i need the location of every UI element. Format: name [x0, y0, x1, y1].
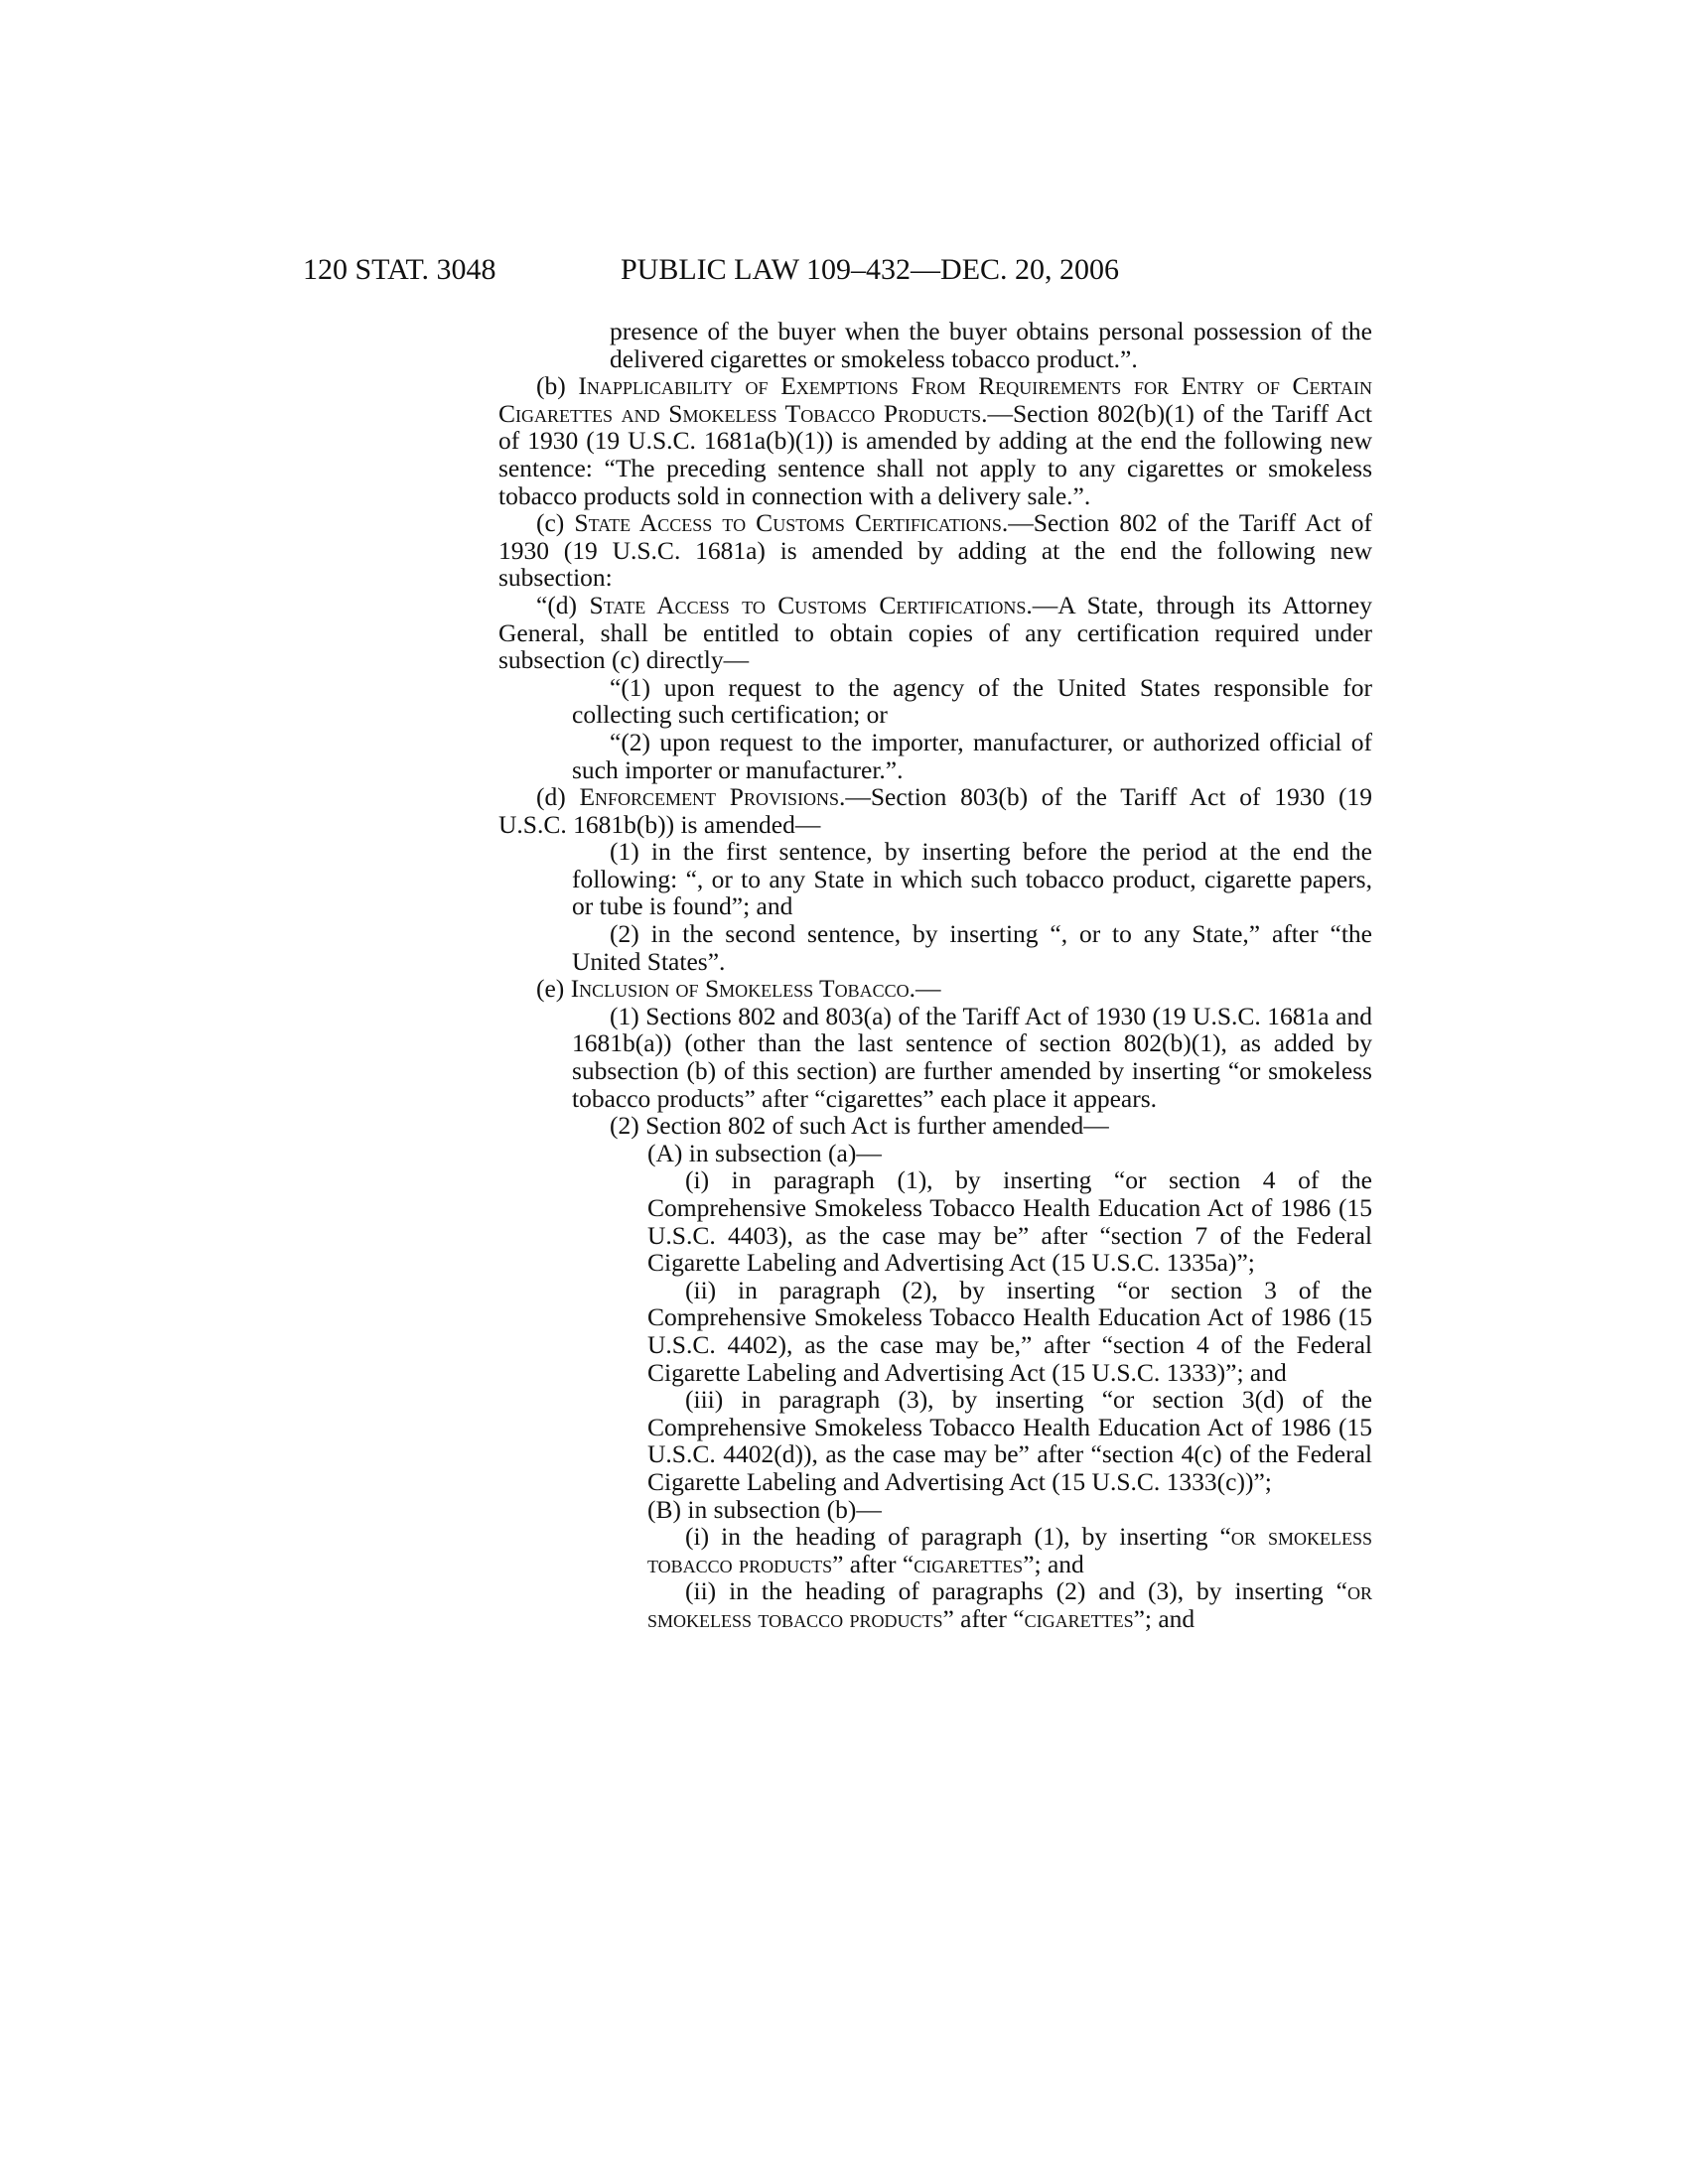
subsection-d-heading: Enforcement Provisions. — [579, 782, 846, 812]
subsection-d-text: —Section 803(b) of the Tariff Act of 1930 (19 U.S.C. 1681b(b)) is amended— — [498, 782, 1372, 839]
small-caps-term: cigarettes — [914, 1549, 1024, 1578]
statute-text — [498, 318, 1372, 1633]
clause-text: ”; and — [1133, 1603, 1196, 1633]
paragraph-continuation: presence of the buyer when the buyer obtains personal possession of the delivered cigarettes or smokeless tobacco product.”. — [610, 317, 1372, 373]
small-caps-term: or smokeless tobacco products — [647, 1576, 1372, 1633]
subparagraph-B: (B) in subsection (b)— — [647, 1494, 882, 1524]
subsection-c — [498, 509, 1372, 592]
clause-i: (i) in paragraph (1), by inserting “or section 4 of the Comprehensive Smokeless Tobacco Health Education Act of 1986 (15 U.S.C. 4403), as the case may be” after “section 7 of the Federal Cigarette Labeling and Advertising Act (15 U.S.C. 1335a)”; — [647, 1165, 1372, 1278]
subsection-b-heading: Inapplicability of Exemptions From Requirements for Entry of Certain Cigarettes and Smokeless Tobacco Products. — [498, 371, 1372, 428]
quoted-subsection-d-mark: “(d) — [536, 590, 590, 619]
subsection-b — [498, 372, 1372, 509]
clause-ii: (ii) in paragraph (2), by inserting “or section 3 of the Comprehensive Smokeless Tobacco Health Education Act of 1986 (15 U.S.C. 4402), as the case may be,” after “section 4 of the Federal Cigarette Labeling and Advertising Act (15 U.S.C. 1333)”; and — [647, 1275, 1372, 1387]
subsection-c-mark: (c) — [536, 508, 575, 538]
subsection-e-mark: (e) — [536, 974, 571, 1004]
clause-text: (ii) in the heading of paragraphs (2) and (3), by inserting “ — [685, 1576, 1347, 1606]
statute-page-reference: 120 STAT. 3048 — [303, 253, 496, 286]
subparagraph-B-clause-ii — [647, 1577, 1372, 1632]
clause-text: (i) in the heading of paragraph (1), by inserting “ — [685, 1522, 1231, 1552]
subsection-e — [498, 975, 1372, 1003]
small-caps-term: cigarettes — [1024, 1603, 1134, 1633]
subparagraph-A: (A) in subsection (a)— — [647, 1138, 882, 1167]
clause-text: ” after “ — [832, 1549, 914, 1578]
quoted-paragraph-2: “(2) upon request to the importer, manufacturer, or authorized official of such importer or manufacturer.”. — [572, 727, 1372, 784]
subsection-b-text: —Section 802(b)(1) of the Tariff Act of 1930 (19 U.S.C. 1681a(b)(1)) is amended by adding at the end the following new sentence: “The preceding sentence shall not apply to any cigarettes or smokeless tobacco products sold in connection with a delivery sale.”. — [498, 398, 1373, 510]
quoted-subsection-d — [498, 592, 1372, 674]
quoted-subsection-d-text: —A State, through its Attorney General, shall be entitled to obtain copies of any certification required under subsection (c) directly— — [498, 590, 1372, 675]
quoted-paragraph-1: “(1) upon request to the agency of the United States responsible for collecting such certification; or — [572, 672, 1372, 730]
clause-iii: (iii) in paragraph (3), by inserting “or section 3(d) of the Comprehensive Smokeless Tobacco Health Education Act of 1986 (15 U.S.C. 4402(d)), as the case may be” after “section 4(c) of the Federal Cigarette Labeling and Advertising Act (15 U.S.C. 1333(c))”; — [647, 1385, 1372, 1496]
subsection-c-text: —Section 802 of the Tariff Act of 1930 (19 U.S.C. 1681a) is amended by adding at the end the following new subsection: — [498, 508, 1372, 593]
quoted-subsection-d-heading: State Access to Customs Certifications. — [589, 590, 1033, 619]
subparagraph-B-clause-i — [647, 1523, 1372, 1577]
subsection-c-heading: State Access to Customs Certifications. — [574, 508, 1009, 538]
subsection-e-heading: Inclusion of Smokeless Tobacco. — [570, 974, 916, 1004]
subsection-b-mark: (b) — [536, 371, 579, 401]
running-title: PUBLIC LAW 109–432—DEC. 20, 2006 — [621, 253, 1120, 286]
subsection-d — [498, 783, 1372, 838]
subsection-d-paragraph-2: (2) in the second sentence, by inserting “, or to any State,” after “the United States”. — [572, 919, 1372, 976]
subsection-d-paragraph-1: (1) in the first sentence, by inserting before the period at the end the following: “, or to any State in which such tobacco product, cigarette papers, or tube is found”; and — [572, 837, 1372, 921]
subsection-e-paragraph-2: (2) Section 802 of such Act is further amended— — [610, 1111, 1109, 1141]
clause-text: ”; and — [1023, 1549, 1084, 1578]
subsection-d-mark: (d) — [536, 782, 580, 812]
clause-text: ” after “ — [942, 1603, 1025, 1633]
small-caps-term: or smokeless tobacco products — [647, 1522, 1373, 1578]
subsection-e-text: — — [915, 974, 941, 1004]
page-header — [303, 253, 1395, 293]
subsection-e-paragraph-1: (1) Sections 802 and 803(a) of the Tariff Act of 1930 (19 U.S.C. 1681a and 1681b(a)) (other than the last sentence of section 802(b)(1), as added by subsection (b) of this section) are further amended by inserting “or smokeless tobacco products” after “cigarettes” each place it appears. — [572, 1001, 1372, 1113]
